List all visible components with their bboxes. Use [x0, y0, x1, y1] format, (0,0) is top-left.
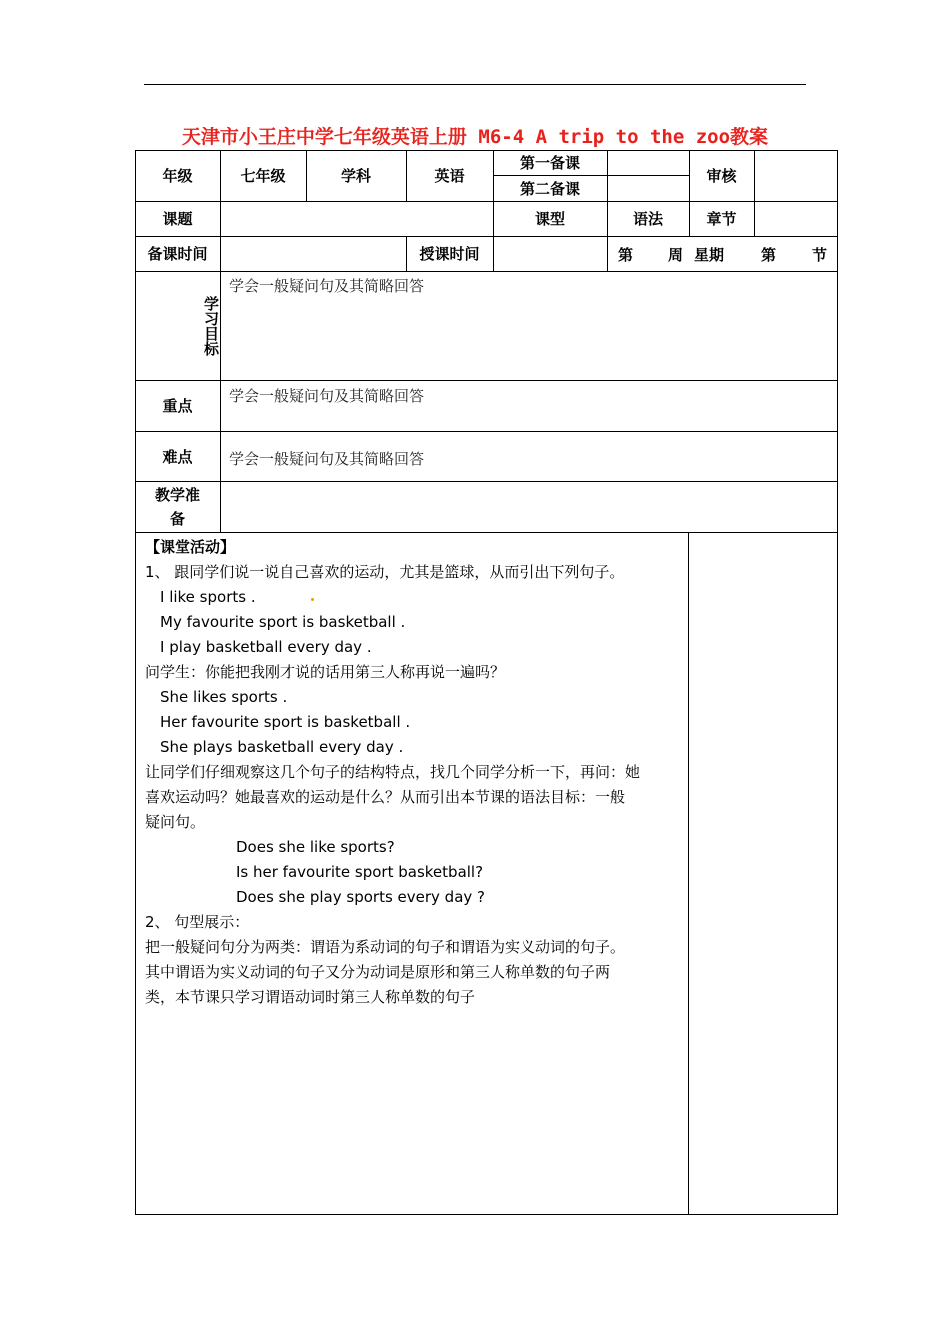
week-label: 周	[668, 246, 684, 264]
difficult-points-value: 学会一般疑问句及其简略回答	[229, 450, 425, 468]
grade-label: 年级	[162, 167, 193, 185]
paragraph-2-line-3: 类，本节课只学习谓语动词时第三人称单数的句子	[145, 988, 476, 1006]
materials-label	[135, 483, 220, 531]
sentence-4: She likes sports .	[160, 688, 288, 706]
paragraph-2-line-2: 其中谓语为实义动词的句子又分为动词是原形和第三人称单数的句子两	[145, 963, 611, 981]
key-points-label: 重点	[162, 397, 193, 415]
grade-value: 七年级	[240, 167, 286, 185]
question-1: Does she like sports?	[236, 838, 395, 856]
review-label: 审核	[706, 167, 737, 185]
objectives-value: 学会一般疑问句及其简略回答	[229, 277, 425, 295]
paragraph-2-line-1: 把一般疑问句分为两类：谓语为系动词的句子和谓语为实义动词的句子。	[145, 938, 626, 956]
page-title: 天津市小王庄中学七年级英语上册 M6-4 A trip to the zoo教案	[181, 126, 769, 148]
paragraph-1-line-2: 喜欢运动吗？她最喜欢的运动是什么？从而引出本节课的语法目标：一般	[145, 788, 626, 806]
objectives-label: 学习目标	[202, 296, 220, 356]
subject-value: 英语	[434, 167, 465, 185]
period-label: 节	[812, 246, 828, 264]
second-prep-label: 第二备课	[519, 179, 580, 198]
subject-label: 学科	[340, 167, 371, 185]
first-prep-label: 第一备课	[519, 154, 580, 172]
accent-dot	[311, 598, 314, 601]
sentence-1: I like sports .	[160, 588, 256, 606]
sentence-2: My favourite sport is basketball .	[160, 613, 406, 631]
teach-time-label: 授课时间	[419, 245, 480, 263]
topic-label: 课题	[162, 210, 193, 228]
activity-heading: 【课堂活动】	[145, 538, 236, 556]
sentence-5: Her favourite sport is basketball .	[160, 713, 411, 731]
question-3: Does she play sports every day ?	[236, 888, 485, 906]
chapter-label: 章节	[706, 210, 737, 228]
materials-label-line1: 教学准	[154, 486, 200, 504]
materials-label-line2: 备	[169, 510, 185, 528]
question-2: Is her favourite sport basketball?	[236, 863, 484, 881]
paragraph-1-line-1: 让同学们仔细观察这几个句子的结构特点，找几个同学分析一下，再问：她	[145, 763, 641, 781]
sentence-6: She plays basketball every day .	[160, 738, 404, 756]
weekday-label: 星期	[694, 246, 725, 264]
lesson-type-label: 课型	[534, 210, 565, 228]
difficult-points-label: 难点	[162, 447, 193, 466]
prep-time-label: 备课时间	[147, 245, 208, 263]
sentence-3: I play basketball every day .	[160, 638, 372, 656]
activity-step2: 2、 句型展示：	[145, 913, 250, 931]
lesson-type-value: 语法	[632, 210, 663, 228]
question-to-students: 问学生：你能把我刚才说的话用第三人称再说一遍吗？	[145, 663, 506, 681]
activity-step1: 1、 跟同学们说一说自己喜欢的运动，尤其是篮球，从而引出下列句子。	[145, 563, 625, 581]
week-prefix: 第	[618, 246, 634, 264]
key-points-value: 学会一般疑问句及其简略回答	[229, 387, 425, 405]
period-prefix: 第	[761, 246, 777, 264]
paragraph-1-line-3: 疑问句。	[145, 813, 206, 831]
top-rule	[144, 84, 806, 85]
